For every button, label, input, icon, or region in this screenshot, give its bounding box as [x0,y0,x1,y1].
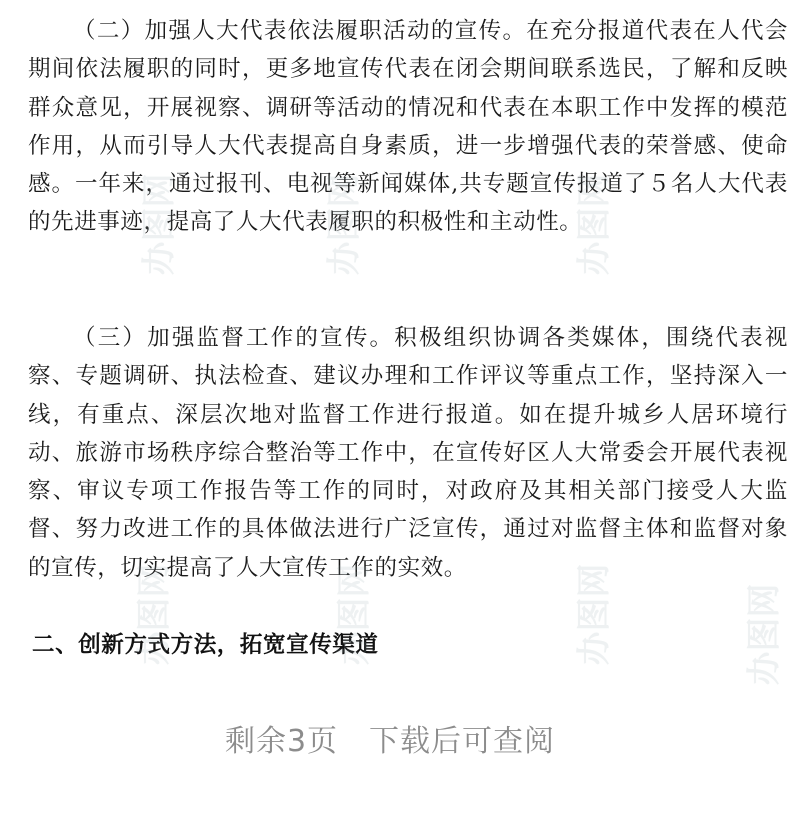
watermark-logo: 办图网 [744,583,785,686]
watermark-logo: 办图网 [334,563,375,666]
watermark-logo: 办图网 [574,563,615,666]
section-heading: 二、创新方式方法，拓宽宣传渠道 [32,632,379,658]
watermark-logo: 办图网 [134,563,175,666]
watermark-logo: 办图网 [139,173,180,276]
remaining-pages-notice[interactable]: 剩余3页 下载后可查阅 [224,724,556,759]
watermark-logo: 办图网 [574,173,615,276]
paragraph-representative-duties: （二）加强人大代表依法履职活动的宣传。在充分报道代表在人代会期间依法履职的同时，更多地宣传代表在闭会期间联系选民，了解和反映群众意见，开展视察、调研等活动的情况和代表在本职工作中发挥的模范作用，从而引导人大代表提高自身素质，进一步增强代表的荣誉感、使命感。一年来，通过报刊、电视等新闻媒体,共专题宣传报道了５名人大代表的先进事迹，提高了人大代表履职的积极性和主动性。 [28,18,788,236]
watermark-logo: 办图网 [324,173,365,276]
paragraph-supervision-work: （三）加强监督工作的宣传。积极组织协调各类媒体，围绕代表视察、专题调研、执法检查、建议办理和工作评议等重点工作，坚持深入一线，有重点、深层次地对监督工作进行报道。如在提升城乡人居环境行动、旅游市场秩序综合整治等工作中，在宣传好区人大常委会开展代表视察、审议专项工作报告等工作的同时，对政府及其相关部门接受人大监督、努力改进工作的具体做法进行广泛宣传，通过对监督主体和监督对象的宣传，切实提高了人大宣传工作的实效。 [28,325,788,581]
